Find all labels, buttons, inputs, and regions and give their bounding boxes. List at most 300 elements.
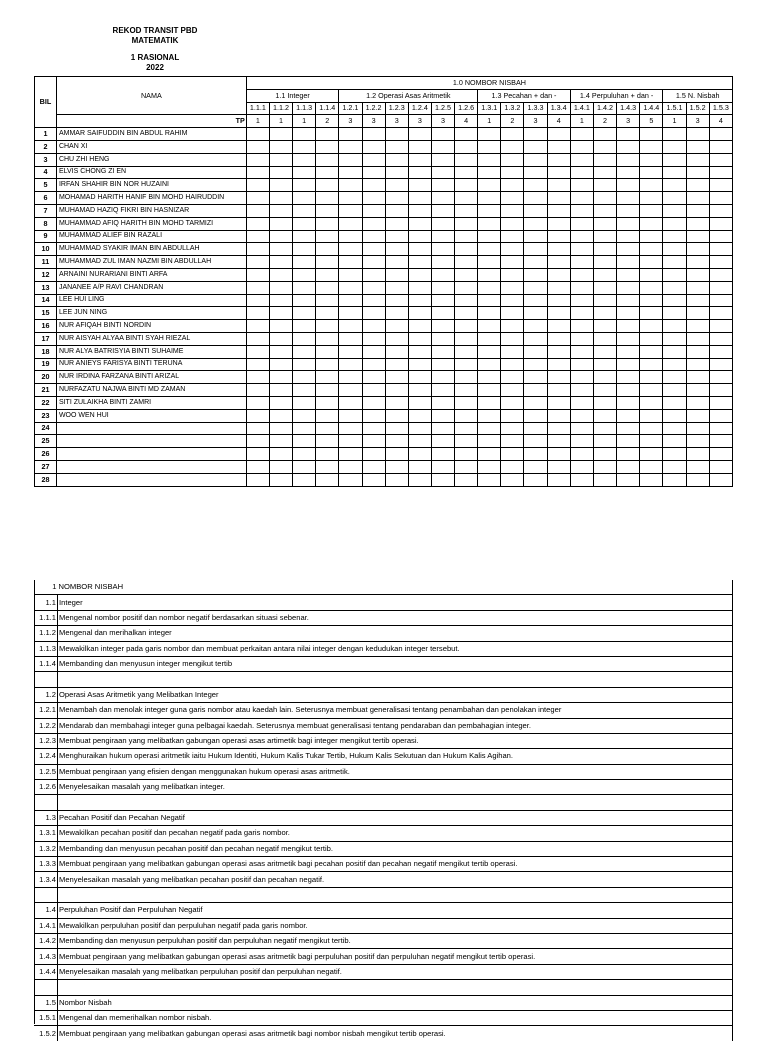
score-cell[interactable] (478, 268, 501, 281)
score-cell[interactable] (385, 217, 408, 230)
score-cell[interactable] (501, 409, 524, 422)
score-cell[interactable] (478, 204, 501, 217)
score-cell[interactable] (455, 358, 478, 371)
score-cell[interactable] (478, 358, 501, 371)
score-cell[interactable] (269, 281, 292, 294)
score-cell[interactable] (570, 332, 593, 345)
score-cell[interactable] (709, 179, 732, 192)
score-cell[interactable] (339, 422, 362, 435)
score-cell[interactable] (269, 256, 292, 269)
score-cell[interactable] (709, 460, 732, 473)
score-cell[interactable] (570, 230, 593, 243)
score-cell[interactable] (547, 204, 570, 217)
score-cell[interactable] (617, 320, 640, 333)
score-cell[interactable] (593, 281, 616, 294)
score-cell[interactable] (640, 268, 663, 281)
score-cell[interactable] (478, 192, 501, 205)
score-cell[interactable] (269, 473, 292, 486)
score-cell[interactable] (385, 256, 408, 269)
score-cell[interactable] (293, 268, 316, 281)
score-cell[interactable] (663, 166, 686, 179)
score-cell[interactable] (663, 448, 686, 461)
score-cell[interactable] (686, 166, 709, 179)
score-cell[interactable] (362, 460, 385, 473)
score-cell[interactable] (501, 140, 524, 153)
score-cell[interactable] (455, 473, 478, 486)
score-cell[interactable] (316, 460, 339, 473)
score-cell[interactable] (501, 128, 524, 141)
score-cell[interactable] (478, 435, 501, 448)
score-cell[interactable] (408, 460, 431, 473)
score-cell[interactable] (339, 281, 362, 294)
score-cell[interactable] (709, 217, 732, 230)
score-cell[interactable] (640, 166, 663, 179)
score-cell[interactable] (570, 153, 593, 166)
score-cell[interactable] (293, 473, 316, 486)
score-cell[interactable] (547, 448, 570, 461)
score-cell[interactable] (385, 345, 408, 358)
score-cell[interactable] (385, 409, 408, 422)
score-cell[interactable] (501, 371, 524, 384)
score-cell[interactable] (385, 230, 408, 243)
score-cell[interactable] (269, 307, 292, 320)
score-cell[interactable] (570, 217, 593, 230)
score-cell[interactable] (501, 256, 524, 269)
score-cell[interactable] (293, 371, 316, 384)
score-cell[interactable] (455, 448, 478, 461)
score-cell[interactable] (269, 460, 292, 473)
score-cell[interactable] (686, 435, 709, 448)
score-cell[interactable] (385, 422, 408, 435)
score-cell[interactable] (246, 422, 269, 435)
score-cell[interactable] (663, 128, 686, 141)
score-cell[interactable] (385, 192, 408, 205)
score-cell[interactable] (593, 140, 616, 153)
score-cell[interactable] (431, 396, 454, 409)
score-cell[interactable] (431, 473, 454, 486)
score-cell[interactable] (246, 320, 269, 333)
score-cell[interactable] (524, 140, 547, 153)
score-cell[interactable] (663, 358, 686, 371)
score-cell[interactable] (339, 384, 362, 397)
score-cell[interactable] (478, 345, 501, 358)
score-cell[interactable] (316, 128, 339, 141)
score-cell[interactable] (547, 332, 570, 345)
score-cell[interactable] (431, 281, 454, 294)
score-cell[interactable] (362, 448, 385, 461)
score-cell[interactable] (640, 345, 663, 358)
score-cell[interactable] (547, 153, 570, 166)
score-cell[interactable] (709, 243, 732, 256)
score-cell[interactable] (339, 204, 362, 217)
score-cell[interactable] (570, 448, 593, 461)
score-cell[interactable] (524, 230, 547, 243)
score-cell[interactable] (709, 332, 732, 345)
score-cell[interactable] (478, 422, 501, 435)
score-cell[interactable] (709, 435, 732, 448)
score-cell[interactable] (709, 192, 732, 205)
score-cell[interactable] (455, 243, 478, 256)
score-cell[interactable] (547, 396, 570, 409)
score-cell[interactable] (524, 268, 547, 281)
score-cell[interactable] (593, 384, 616, 397)
score-cell[interactable] (246, 460, 269, 473)
score-cell[interactable] (547, 256, 570, 269)
score-cell[interactable] (524, 166, 547, 179)
score-cell[interactable] (455, 140, 478, 153)
score-cell[interactable] (293, 332, 316, 345)
score-cell[interactable] (316, 448, 339, 461)
score-cell[interactable] (640, 140, 663, 153)
score-cell[interactable] (385, 435, 408, 448)
score-cell[interactable] (362, 384, 385, 397)
score-cell[interactable] (686, 140, 709, 153)
score-cell[interactable] (524, 243, 547, 256)
score-cell[interactable] (640, 448, 663, 461)
score-cell[interactable] (316, 409, 339, 422)
score-cell[interactable] (663, 307, 686, 320)
score-cell[interactable] (570, 396, 593, 409)
score-cell[interactable] (617, 268, 640, 281)
score-cell[interactable] (293, 422, 316, 435)
score-cell[interactable] (362, 307, 385, 320)
score-cell[interactable] (547, 192, 570, 205)
score-cell[interactable] (570, 166, 593, 179)
score-cell[interactable] (339, 396, 362, 409)
score-cell[interactable] (431, 409, 454, 422)
score-cell[interactable] (408, 473, 431, 486)
score-cell[interactable] (686, 192, 709, 205)
score-cell[interactable] (431, 332, 454, 345)
score-cell[interactable] (640, 217, 663, 230)
score-cell[interactable] (316, 192, 339, 205)
score-cell[interactable] (316, 153, 339, 166)
score-cell[interactable] (455, 435, 478, 448)
score-cell[interactable] (478, 332, 501, 345)
score-cell[interactable] (709, 358, 732, 371)
score-cell[interactable] (362, 204, 385, 217)
score-cell[interactable] (362, 435, 385, 448)
score-cell[interactable] (293, 217, 316, 230)
score-cell[interactable] (663, 256, 686, 269)
score-cell[interactable] (246, 384, 269, 397)
score-cell[interactable] (316, 230, 339, 243)
score-cell[interactable] (269, 166, 292, 179)
score-cell[interactable] (593, 332, 616, 345)
score-cell[interactable] (686, 358, 709, 371)
score-cell[interactable] (663, 332, 686, 345)
score-cell[interactable] (455, 409, 478, 422)
score-cell[interactable] (246, 448, 269, 461)
score-cell[interactable] (362, 153, 385, 166)
score-cell[interactable] (547, 358, 570, 371)
score-cell[interactable] (316, 422, 339, 435)
score-cell[interactable] (501, 435, 524, 448)
score-cell[interactable] (455, 384, 478, 397)
score-cell[interactable] (617, 358, 640, 371)
score-cell[interactable] (570, 345, 593, 358)
score-cell[interactable] (362, 396, 385, 409)
score-cell[interactable] (593, 409, 616, 422)
score-cell[interactable] (455, 179, 478, 192)
score-cell[interactable] (570, 192, 593, 205)
score-cell[interactable] (524, 307, 547, 320)
score-cell[interactable] (663, 179, 686, 192)
score-cell[interactable] (293, 204, 316, 217)
score-cell[interactable] (339, 435, 362, 448)
score-cell[interactable] (455, 320, 478, 333)
score-cell[interactable] (293, 320, 316, 333)
score-cell[interactable] (455, 396, 478, 409)
score-cell[interactable] (640, 294, 663, 307)
score-cell[interactable] (293, 435, 316, 448)
score-cell[interactable] (593, 192, 616, 205)
score-cell[interactable] (408, 268, 431, 281)
score-cell[interactable] (593, 294, 616, 307)
score-cell[interactable] (709, 345, 732, 358)
score-cell[interactable] (686, 371, 709, 384)
score-cell[interactable] (316, 243, 339, 256)
score-cell[interactable] (246, 166, 269, 179)
score-cell[interactable] (501, 294, 524, 307)
score-cell[interactable] (570, 460, 593, 473)
score-cell[interactable] (293, 256, 316, 269)
score-cell[interactable] (617, 204, 640, 217)
score-cell[interactable] (431, 140, 454, 153)
score-cell[interactable] (385, 281, 408, 294)
score-cell[interactable] (431, 307, 454, 320)
score-cell[interactable] (431, 166, 454, 179)
score-cell[interactable] (640, 422, 663, 435)
score-cell[interactable] (640, 473, 663, 486)
score-cell[interactable] (455, 256, 478, 269)
score-cell[interactable] (246, 358, 269, 371)
score-cell[interactable] (455, 345, 478, 358)
score-cell[interactable] (663, 435, 686, 448)
score-cell[interactable] (385, 371, 408, 384)
score-cell[interactable] (686, 256, 709, 269)
score-cell[interactable] (316, 473, 339, 486)
score-cell[interactable] (547, 435, 570, 448)
score-cell[interactable] (593, 243, 616, 256)
score-cell[interactable] (339, 473, 362, 486)
score-cell[interactable] (686, 268, 709, 281)
score-cell[interactable] (316, 345, 339, 358)
score-cell[interactable] (339, 166, 362, 179)
score-cell[interactable] (663, 320, 686, 333)
score-cell[interactable] (617, 332, 640, 345)
score-cell[interactable] (501, 332, 524, 345)
score-cell[interactable] (617, 409, 640, 422)
score-cell[interactable] (362, 422, 385, 435)
score-cell[interactable] (246, 473, 269, 486)
score-cell[interactable] (316, 396, 339, 409)
score-cell[interactable] (339, 140, 362, 153)
score-cell[interactable] (431, 243, 454, 256)
score-cell[interactable] (686, 217, 709, 230)
score-cell[interactable] (640, 153, 663, 166)
score-cell[interactable] (709, 307, 732, 320)
score-cell[interactable] (293, 230, 316, 243)
score-cell[interactable] (663, 473, 686, 486)
score-cell[interactable] (362, 256, 385, 269)
score-cell[interactable] (431, 128, 454, 141)
score-cell[interactable] (478, 320, 501, 333)
score-cell[interactable] (246, 230, 269, 243)
score-cell[interactable] (570, 179, 593, 192)
score-cell[interactable] (570, 320, 593, 333)
score-cell[interactable] (501, 460, 524, 473)
score-cell[interactable] (617, 140, 640, 153)
score-cell[interactable] (617, 294, 640, 307)
score-cell[interactable] (709, 128, 732, 141)
score-cell[interactable] (617, 345, 640, 358)
score-cell[interactable] (408, 128, 431, 141)
score-cell[interactable] (385, 332, 408, 345)
score-cell[interactable] (617, 422, 640, 435)
score-cell[interactable] (593, 448, 616, 461)
score-cell[interactable] (408, 358, 431, 371)
score-cell[interactable] (593, 460, 616, 473)
score-cell[interactable] (686, 307, 709, 320)
score-cell[interactable] (316, 217, 339, 230)
score-cell[interactable] (570, 422, 593, 435)
score-cell[interactable] (293, 128, 316, 141)
score-cell[interactable] (408, 422, 431, 435)
score-cell[interactable] (316, 256, 339, 269)
score-cell[interactable] (478, 281, 501, 294)
score-cell[interactable] (547, 409, 570, 422)
score-cell[interactable] (385, 358, 408, 371)
score-cell[interactable] (293, 140, 316, 153)
score-cell[interactable] (617, 460, 640, 473)
score-cell[interactable] (269, 448, 292, 461)
score-cell[interactable] (431, 435, 454, 448)
score-cell[interactable] (362, 268, 385, 281)
score-cell[interactable] (547, 128, 570, 141)
score-cell[interactable] (640, 204, 663, 217)
score-cell[interactable] (709, 166, 732, 179)
score-cell[interactable] (316, 358, 339, 371)
score-cell[interactable] (593, 204, 616, 217)
score-cell[interactable] (501, 422, 524, 435)
score-cell[interactable] (339, 153, 362, 166)
score-cell[interactable] (478, 179, 501, 192)
score-cell[interactable] (686, 460, 709, 473)
score-cell[interactable] (617, 153, 640, 166)
score-cell[interactable] (617, 281, 640, 294)
score-cell[interactable] (547, 230, 570, 243)
score-cell[interactable] (709, 422, 732, 435)
score-cell[interactable] (269, 140, 292, 153)
score-cell[interactable] (501, 153, 524, 166)
score-cell[interactable] (663, 230, 686, 243)
score-cell[interactable] (362, 140, 385, 153)
score-cell[interactable] (316, 294, 339, 307)
score-cell[interactable] (269, 422, 292, 435)
score-cell[interactable] (431, 204, 454, 217)
score-cell[interactable] (524, 128, 547, 141)
score-cell[interactable] (663, 243, 686, 256)
score-cell[interactable] (709, 153, 732, 166)
score-cell[interactable] (663, 396, 686, 409)
score-cell[interactable] (316, 332, 339, 345)
score-cell[interactable] (269, 204, 292, 217)
score-cell[interactable] (709, 281, 732, 294)
score-cell[interactable] (686, 320, 709, 333)
score-cell[interactable] (339, 243, 362, 256)
score-cell[interactable] (293, 307, 316, 320)
score-cell[interactable] (570, 371, 593, 384)
score-cell[interactable] (709, 396, 732, 409)
score-cell[interactable] (593, 473, 616, 486)
score-cell[interactable] (408, 256, 431, 269)
score-cell[interactable] (663, 422, 686, 435)
score-cell[interactable] (362, 332, 385, 345)
score-cell[interactable] (617, 166, 640, 179)
score-cell[interactable] (478, 256, 501, 269)
score-cell[interactable] (269, 243, 292, 256)
score-cell[interactable] (524, 473, 547, 486)
score-cell[interactable] (593, 307, 616, 320)
score-cell[interactable] (617, 179, 640, 192)
score-cell[interactable] (640, 128, 663, 141)
score-cell[interactable] (709, 384, 732, 397)
score-cell[interactable] (455, 307, 478, 320)
score-cell[interactable] (709, 294, 732, 307)
score-cell[interactable] (293, 384, 316, 397)
score-cell[interactable] (362, 179, 385, 192)
score-cell[interactable] (269, 435, 292, 448)
score-cell[interactable] (478, 473, 501, 486)
score-cell[interactable] (501, 217, 524, 230)
score-cell[interactable] (640, 281, 663, 294)
score-cell[interactable] (408, 179, 431, 192)
score-cell[interactable] (246, 217, 269, 230)
score-cell[interactable] (478, 307, 501, 320)
score-cell[interactable] (663, 460, 686, 473)
score-cell[interactable] (293, 192, 316, 205)
score-cell[interactable] (269, 268, 292, 281)
score-cell[interactable] (686, 243, 709, 256)
score-cell[interactable] (339, 256, 362, 269)
score-cell[interactable] (269, 320, 292, 333)
score-cell[interactable] (339, 345, 362, 358)
score-cell[interactable] (269, 396, 292, 409)
score-cell[interactable] (593, 153, 616, 166)
score-cell[interactable] (408, 448, 431, 461)
score-cell[interactable] (339, 320, 362, 333)
score-cell[interactable] (524, 384, 547, 397)
score-cell[interactable] (686, 422, 709, 435)
score-cell[interactable] (408, 345, 431, 358)
score-cell[interactable] (455, 192, 478, 205)
score-cell[interactable] (339, 294, 362, 307)
score-cell[interactable] (617, 217, 640, 230)
score-cell[interactable] (293, 448, 316, 461)
score-cell[interactable] (709, 448, 732, 461)
score-cell[interactable] (339, 217, 362, 230)
score-cell[interactable] (408, 396, 431, 409)
score-cell[interactable] (570, 294, 593, 307)
score-cell[interactable] (339, 192, 362, 205)
score-cell[interactable] (640, 243, 663, 256)
score-cell[interactable] (269, 230, 292, 243)
score-cell[interactable] (501, 307, 524, 320)
score-cell[interactable] (478, 294, 501, 307)
score-cell[interactable] (362, 281, 385, 294)
score-cell[interactable] (501, 268, 524, 281)
